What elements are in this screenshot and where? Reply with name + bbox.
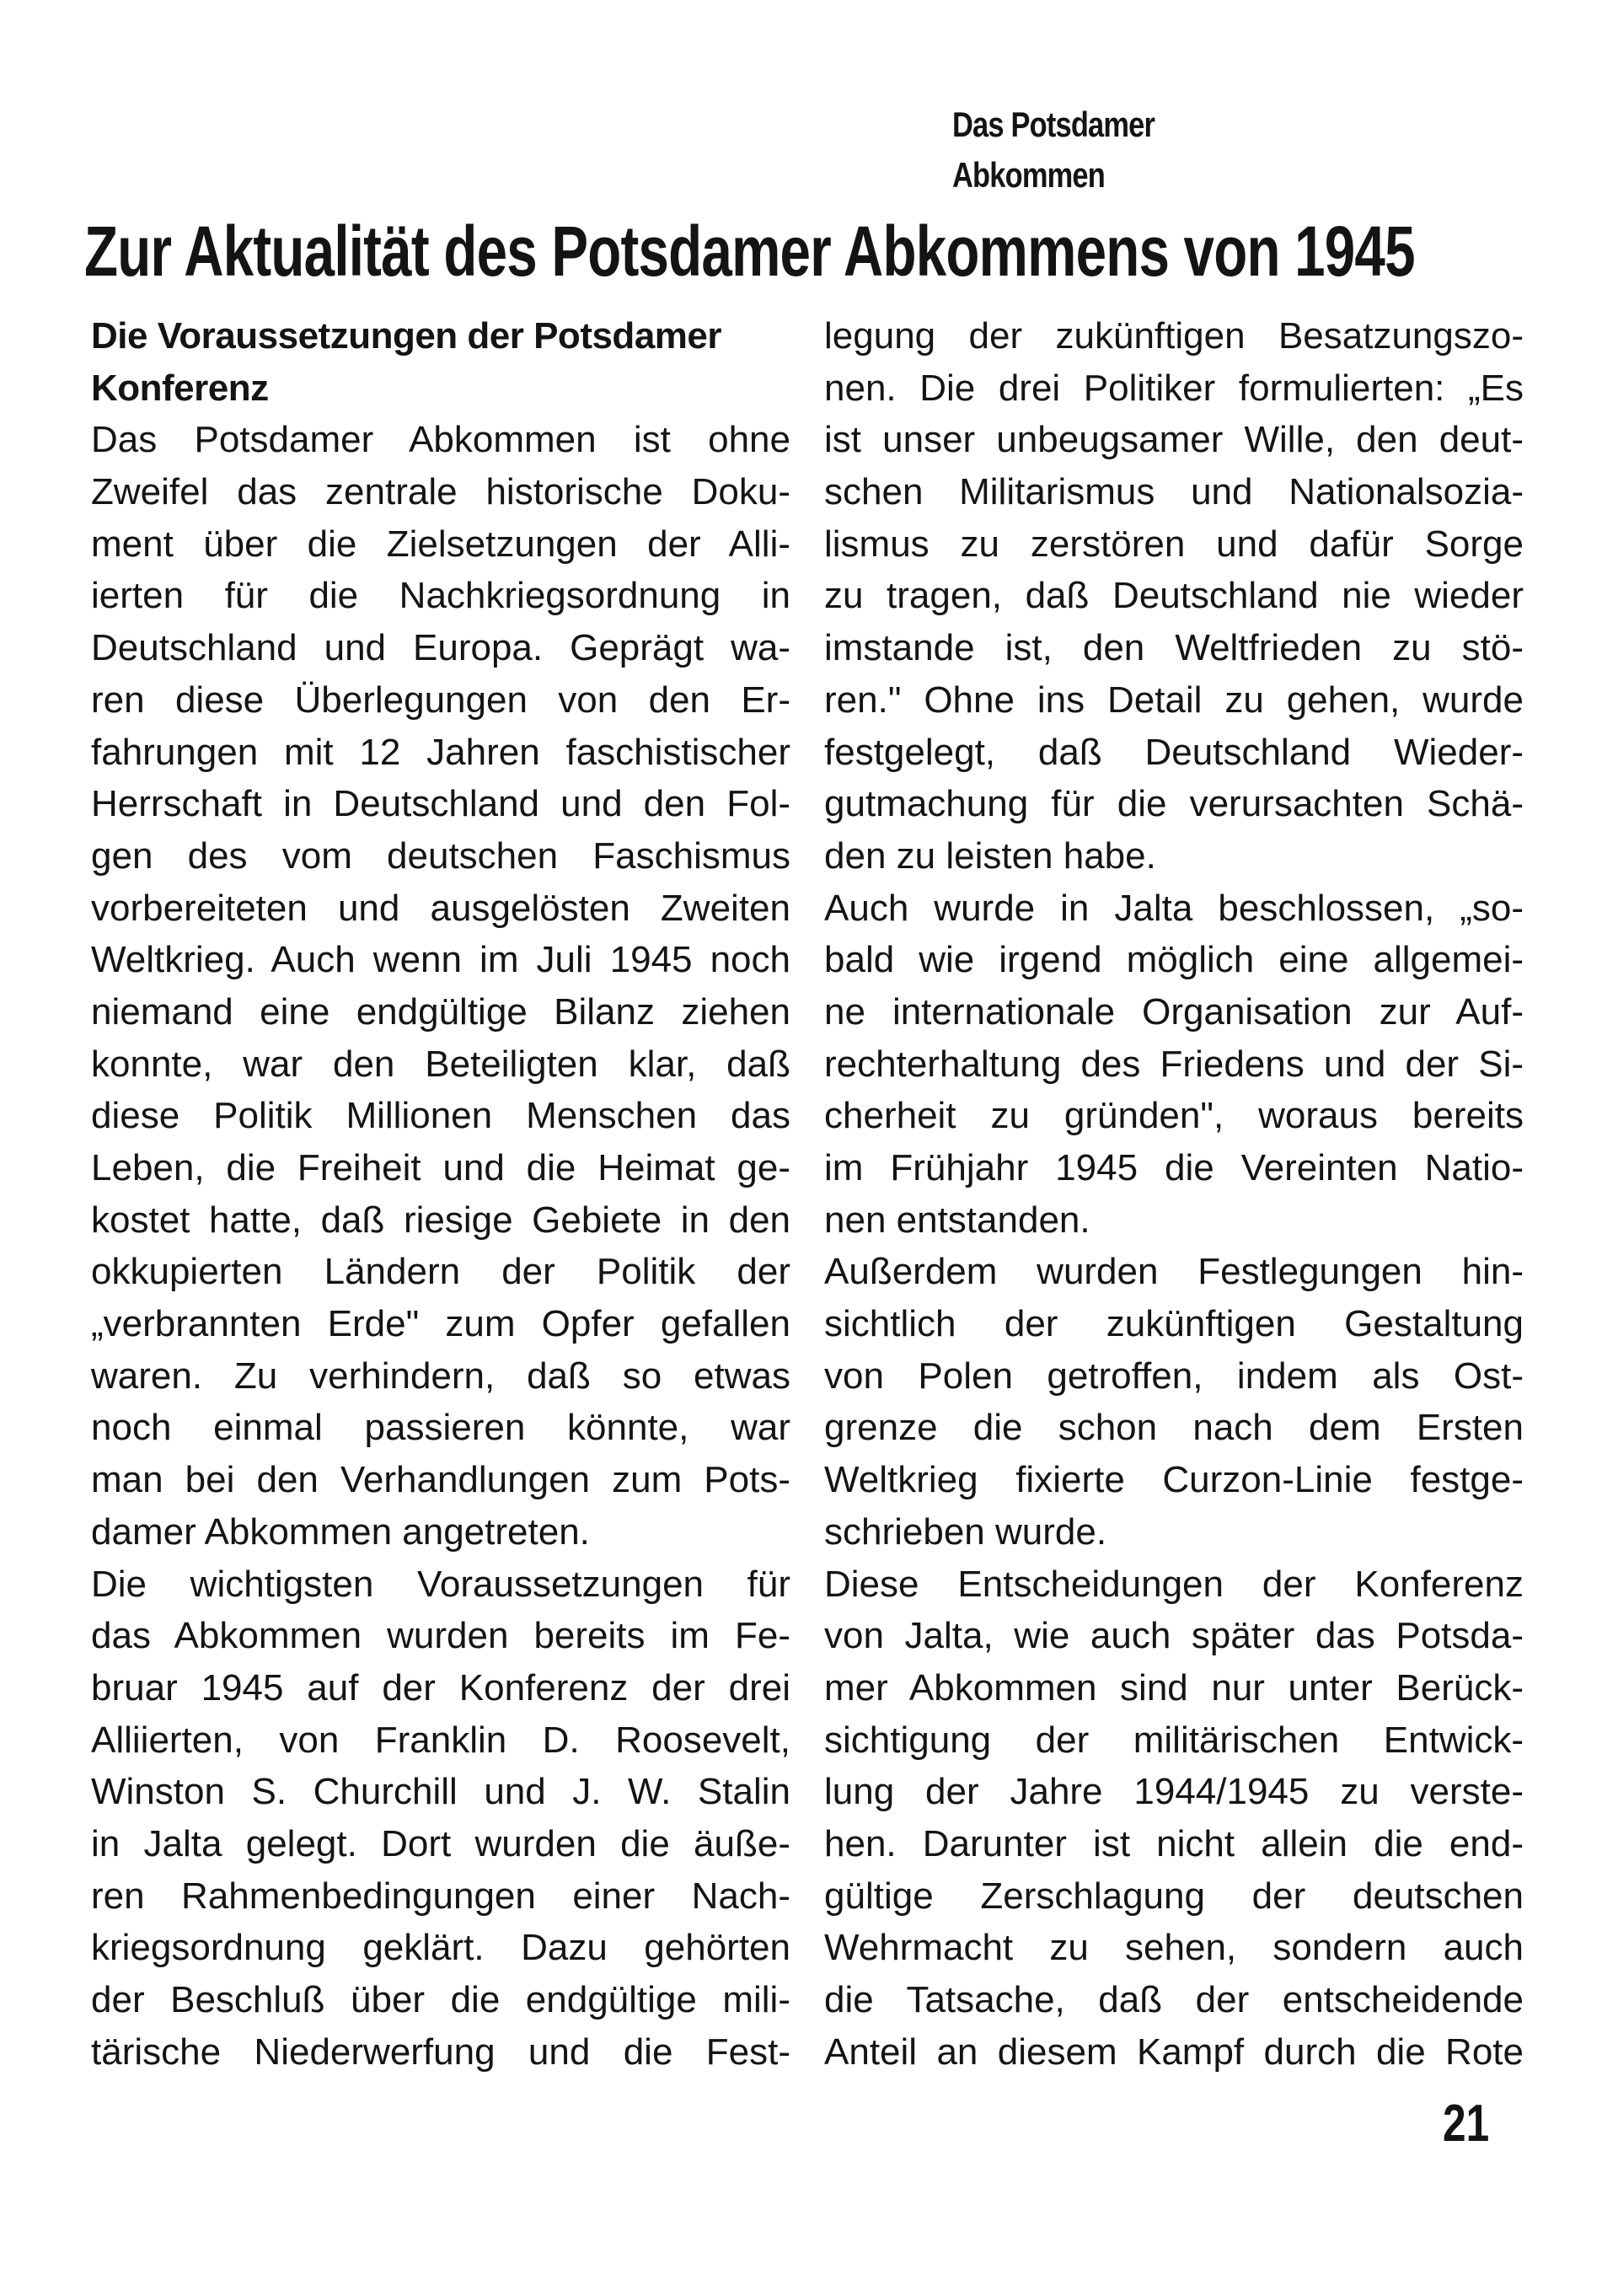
text-line: nen. Die drei Politiker formulierten: „Es [824,367,1524,409]
text-line: damer Abkommen angetreten. [91,1510,590,1553]
text-line: kostet hatte, daß riesige Gebiete in den [91,1199,790,1241]
text-line: von Jalta, wie auch später das Potsda- [824,1615,1524,1657]
article-headline: Zur Aktualität des Potsdamer Abkommens von 1945 [84,212,1415,291]
text-line: gen des vom deutschen Faschismus [91,834,790,877]
text-line: Diese Entscheidungen der Konferenz [824,1563,1524,1605]
text-line: ren Rahmenbedingungen einer Nach- [91,1875,790,1917]
text-line: Herrschaft in Deutschland und den Fol- [91,783,790,825]
text-line: Wehrmacht zu sehen, sondern auch [824,1927,1524,1969]
text-line: in Jalta gelegt. Dort wurden die äuße- [91,1822,790,1864]
text-line: ment über die Zielsetzungen der Alli- [91,523,790,565]
text-line: der Beschluß über die endgültige mili- [91,1979,790,2020]
left-column [91,310,790,2078]
text-line: Das Potsdamer Abkommen ist ohne [91,419,790,461]
text-line: das Abkommen wurden bereits im Fe- [91,1615,790,1657]
text-line: Winston S. Churchill und J. W. Stalin [91,1771,790,1813]
running-header: Das Potsdamer Abkommen [952,105,1155,195]
text-line: ierten für die Nachkriegsordnung in [91,575,790,617]
text-line: man bei den Verhandlungen zum Pots- [91,1459,790,1501]
text-line: die Tatsache, daß der entscheidende [824,1979,1524,2020]
text-line: Die wichtigsten Voraussetzungen für [91,1563,790,1605]
text-line: im Frühjahr 1945 die Vereinten Natio- [824,1147,1524,1188]
text-line: gutmachung für die verursachten Schä- [824,783,1524,825]
text-line: Auch wurde in Jalta beschlossen, „so- [824,887,1524,929]
text-line: ren." Ohne ins Detail zu gehen, wurde [824,679,1524,721]
text-line: Alliierten, von Franklin D. Roosevelt, [91,1719,790,1761]
text-line: legung der zukünftigen Besatzungszo- [824,315,1524,357]
text-line: rechterhaltung des Friedens und der Si- [824,1043,1524,1085]
text-line: tärische Niederwerfung und die Fest- [91,2030,790,2073]
text-line: Deutschland und Europa. Geprägt wa- [91,627,790,669]
page-number: 21 [1443,2095,1490,2153]
text-line: von Polen getroffen, indem als Ost- [824,1355,1524,1397]
text-line: Außerdem wurden Festlegungen hin- [824,1251,1524,1293]
text-line: fahrungen mit 12 Jahren faschistischer [91,731,790,773]
text-line: schen Militarismus und Nationalsozia- [824,471,1524,513]
text-line: waren. Zu verhindern, daß so etwas [91,1355,790,1397]
text-line: mer Abkommen sind nur unter Berück- [824,1666,1524,1709]
section-subheading-line: Konferenz [91,367,269,409]
text-line: bald wie irgend möglich eine allgemei- [824,939,1524,981]
text-line: bruar 1945 auf der Konferenz der drei [91,1666,790,1709]
text-line: hen. Darunter ist nicht allein die end- [824,1822,1524,1864]
text-line: „verbrannten Erde" zum Opfer gefallen [91,1303,790,1345]
text-line: ren diese Überlegungen von den Er- [91,679,790,721]
text-line: cherheit zu gründen", woraus bereits [824,1095,1524,1137]
text-line: ne internationale Organisation zur Auf- [824,990,1524,1033]
text-line: ist unser unbeugsamer Wille, den deut- [824,419,1524,461]
text-line: festgelegt, daß Deutschland Wieder- [824,731,1524,773]
text-line: Leben, die Freiheit und die Heimat ge- [91,1147,790,1188]
text-line: nen entstanden. [824,1199,1090,1241]
section-subheading-line: Die Voraussetzungen der Potsdamer [91,315,721,357]
text-line: vorbereiteten und ausgelösten Zweiten [91,887,790,929]
text-line: Weltkrieg. Auch wenn im Juli 1945 noch [91,939,790,981]
text-line: Zweifel das zentrale historische Doku- [91,471,790,513]
text-line: lismus zu zerstören und dafür Sorge [824,523,1524,565]
text-line: Anteil an diesem Kampf durch die Rote [824,2030,1524,2073]
text-line: zu tragen, daß Deutschland nie wieder [824,575,1524,617]
text-line: gültige Zerschlagung der deutschen [824,1875,1524,1917]
text-line: diese Politik Millionen Menschen das [91,1095,790,1137]
text-line: Weltkrieg fixierte Curzon-Linie festge- [824,1459,1524,1501]
text-line: schrieben wurde. [824,1510,1107,1553]
text-line: konnte, war den Beteiligten klar, daß [91,1043,790,1085]
text-line: lung der Jahre 1944/1945 zu verste- [824,1771,1524,1813]
text-line: sichtlich der zukünftigen Gestaltung [824,1303,1524,1345]
text-line: imstande ist, den Weltfrieden zu stö- [824,627,1524,669]
text-line: grenze die schon nach dem Ersten [824,1407,1524,1449]
text-line: sichtigung der militärischen Entwick- [824,1719,1524,1761]
text-line: den zu leisten habe. [824,834,1156,877]
text-line: noch einmal passieren könnte, war [91,1407,790,1449]
text-line: niemand eine endgültige Bilanz ziehen [91,990,790,1033]
text-line: okkupierten Ländern der Politik der [91,1251,790,1293]
right-column [824,310,1524,2078]
text-line: kriegsordnung geklärt. Dazu gehörten [91,1927,790,1969]
